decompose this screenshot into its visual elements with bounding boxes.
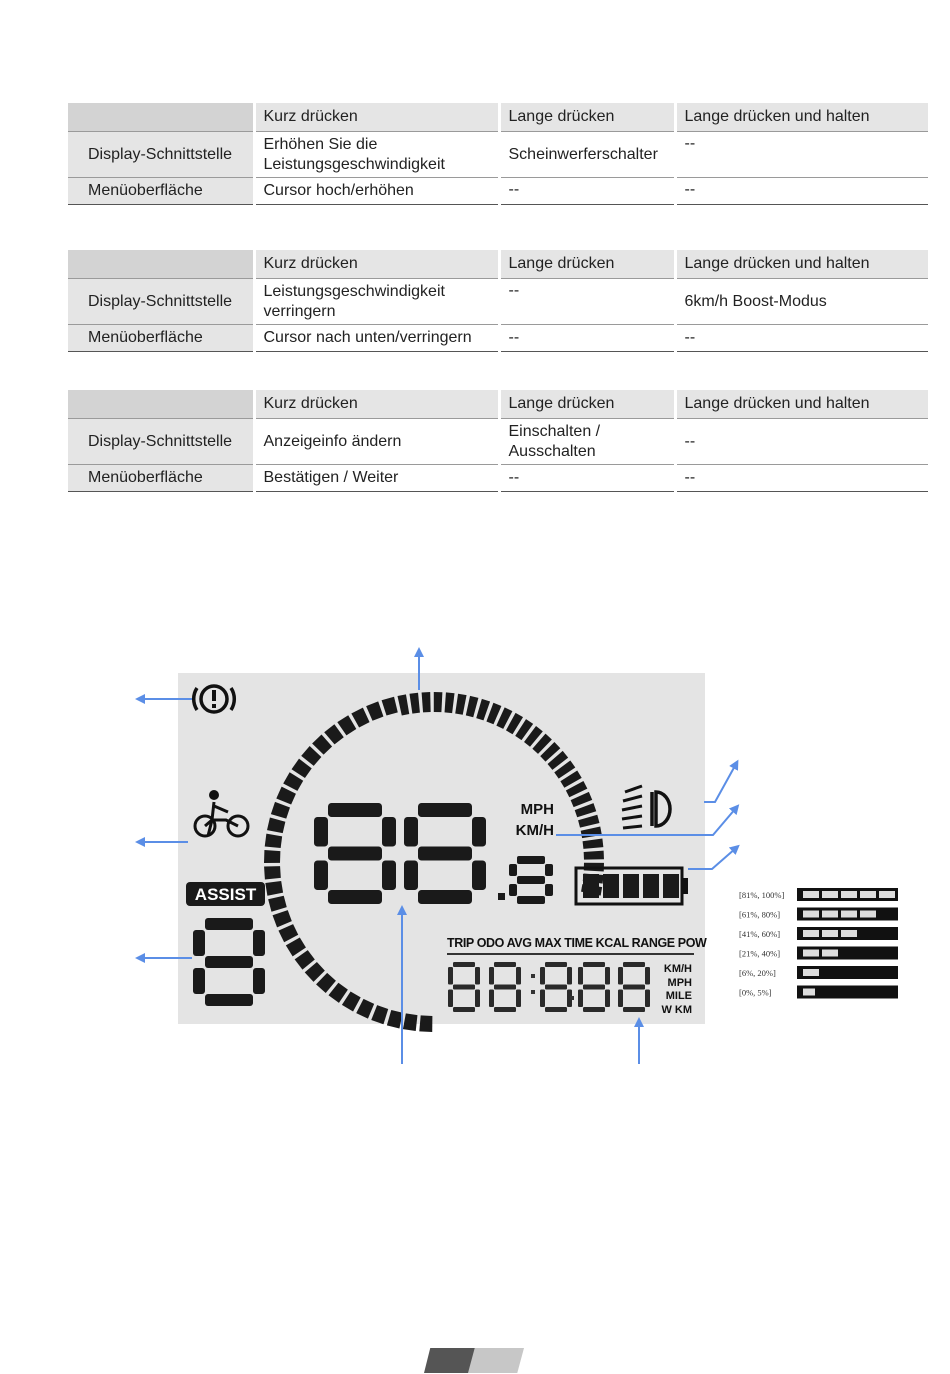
header-short-press: Kurz drücken (254, 250, 499, 279)
header-short-press: Kurz drücken (254, 103, 499, 132)
header-empty (68, 250, 254, 279)
info-mode-labels: TRIP ODO AVG MAX TIME KCAL RANGE POW (447, 936, 707, 950)
row-label-menu: Menüoberfläche (68, 465, 254, 492)
digit-segment (545, 864, 553, 876)
arc-segment (584, 851, 604, 860)
legend-label: [21%, 40%] (739, 948, 781, 959)
digit-segment (475, 967, 480, 985)
legend-label: [0%, 5%] (739, 987, 772, 998)
legend-bar-seg (822, 891, 838, 898)
digit-segment (418, 890, 472, 904)
decimal-point (498, 893, 505, 900)
digit-segment (583, 985, 605, 990)
digit-segment (418, 847, 472, 861)
cell: -- (675, 132, 928, 178)
legend-bar-seg (822, 911, 838, 918)
legend-bar-seg (803, 969, 819, 976)
digit-segment (545, 1007, 567, 1012)
header-long-press: Lange drücken (499, 250, 675, 279)
digit-segment (578, 990, 583, 1008)
digit-segment (472, 817, 486, 847)
header-empty (68, 103, 254, 132)
digit-segment (509, 884, 517, 896)
digit-segment (516, 990, 521, 1008)
digit-segment (418, 803, 472, 817)
legend-bar-seg (841, 930, 857, 937)
digit-segment (328, 890, 382, 904)
digit-segment (545, 962, 567, 967)
digit-segment (567, 967, 572, 985)
header-long-press: Lange drücken (499, 390, 675, 419)
row-label-menu: Menüoberfläche (68, 178, 254, 205)
battery-segment (643, 874, 659, 898)
legend-bar-seg (803, 950, 819, 957)
digit-segment (494, 985, 516, 990)
digit-segment (453, 1007, 475, 1012)
digit-segment (623, 985, 645, 990)
digit-segment (583, 962, 605, 967)
page-tab-light (468, 1348, 524, 1373)
cell: Leistungsgeschwindigkeit verringern (254, 279, 499, 325)
arrow-headlight (704, 764, 736, 802)
legend-bar-seg (803, 891, 819, 898)
digit-segment (314, 861, 328, 891)
cell: Scheinwerferschalter (499, 132, 675, 178)
cell: -- (499, 325, 675, 352)
digit-segment (404, 861, 418, 891)
header-long-press-hold: Lange drücken und halten (675, 103, 928, 132)
arc-segment (264, 850, 280, 863)
row-label-display: Display-Schnittstelle (68, 419, 254, 465)
digit-segment (453, 985, 475, 990)
cell: -- (675, 325, 928, 352)
digit-segment (404, 817, 418, 847)
digit-segment (448, 990, 453, 1008)
digit-segment (253, 930, 265, 956)
legend-bar-seg (860, 911, 876, 918)
info-unit-mph: MPH (667, 977, 692, 989)
digit-segment (472, 861, 486, 891)
digit-segment (605, 990, 610, 1008)
digit-segment (517, 876, 545, 884)
header-empty (68, 390, 254, 419)
digit-segment (328, 803, 382, 817)
cell: -- (675, 419, 928, 465)
info-unit-kmh: KM/H (663, 963, 692, 975)
digit-segment (517, 856, 545, 864)
row-label-menu: Menüoberfläche (68, 325, 254, 352)
legend-label: [41%, 60%] (739, 929, 781, 939)
lcd-display-diagram (0, 640, 950, 1080)
cell: -- (499, 178, 675, 205)
digit-segment (517, 896, 545, 904)
legend-bar-seg (803, 930, 819, 937)
info-decimal-point (570, 996, 574, 1000)
digit-segment (314, 817, 328, 847)
digit-segment (618, 967, 623, 985)
cell: -- (675, 465, 928, 492)
digit-segment (205, 994, 253, 1006)
digit-segment (453, 962, 475, 967)
legend-bar-seg (841, 891, 857, 898)
button-table-down (68, 250, 928, 352)
digit-segment (618, 990, 623, 1008)
digit-segment (193, 968, 205, 994)
digit-segment (489, 967, 494, 985)
info-unit-mile: MILE (665, 990, 692, 1002)
legend-bar-seg (803, 989, 815, 996)
arc-segment (264, 866, 281, 879)
info-colon-bottom (531, 990, 535, 994)
cell: 6km/h Boost-Modus (675, 279, 928, 325)
digit-segment (645, 990, 650, 1008)
row-label-display: Display-Schnittstelle (68, 132, 254, 178)
unit-kmh: KM/H (515, 822, 554, 839)
header-short-press: Kurz drücken (254, 390, 499, 419)
digit-segment (545, 985, 567, 990)
digit-segment (205, 956, 253, 968)
unit-mph: MPH (520, 801, 554, 818)
digit-segment (494, 962, 516, 967)
digit-segment (623, 1007, 645, 1012)
digit-segment (545, 884, 553, 896)
digit-segment (623, 962, 645, 967)
button-table-mode (68, 390, 928, 492)
page-tab-dark (424, 1348, 476, 1373)
info-unit-wkm: W KM (661, 1004, 692, 1016)
digit-segment (578, 967, 583, 985)
legend-bar-seg (879, 891, 895, 898)
assist-label: ASSIST (194, 885, 257, 904)
digit-segment (193, 930, 205, 956)
digit-segment (489, 990, 494, 1008)
digit-segment (516, 967, 521, 985)
row-label-display: Display-Schnittstelle (68, 279, 254, 325)
legend-label: [61%, 80%] (739, 909, 781, 920)
legend-label: [81%, 100%] (739, 890, 785, 900)
battery-segment (663, 874, 679, 898)
button-table-up (68, 103, 928, 205)
arc-segment (419, 1015, 432, 1032)
digit-segment (448, 967, 453, 985)
cell: Einschalten / Ausschalten (499, 419, 675, 465)
header-long-press: Lange drücken (499, 103, 675, 132)
digit-segment (475, 990, 480, 1008)
digit-segment (494, 1007, 516, 1012)
cell: Cursor hoch/erhöhen (254, 178, 499, 205)
digit-segment (645, 967, 650, 985)
digit-segment (382, 817, 396, 847)
info-colon-top (531, 974, 535, 978)
legend-bar-seg (803, 911, 819, 918)
digit-segment (253, 968, 265, 994)
digit-segment (328, 847, 382, 861)
cell: -- (499, 465, 675, 492)
legend-bar-seg (860, 891, 876, 898)
battery-segment (603, 874, 619, 898)
digit-segment (509, 864, 517, 876)
digit-segment (583, 1007, 605, 1012)
legend-bar-seg (822, 950, 838, 957)
cell: -- (675, 178, 928, 205)
legend-bar-seg (822, 930, 838, 937)
legend-bar-seg (841, 911, 857, 918)
battery-segment (583, 874, 599, 898)
cell: Cursor nach unten/verringern (254, 325, 499, 352)
digit-segment (382, 861, 396, 891)
digit-segment (540, 967, 545, 985)
digit-segment (540, 990, 545, 1008)
digit-segment (205, 918, 253, 930)
cell: Erhöhen Sie die Leistungsgeschwindigkeit (254, 132, 499, 178)
legend-label: [6%, 20%] (739, 968, 776, 978)
digit-segment (605, 967, 610, 985)
header-long-press-hold: Lange drücken und halten (675, 250, 928, 279)
cell: Bestätigen / Weiter (254, 465, 499, 492)
arc-segment (434, 692, 443, 712)
cell: -- (499, 279, 675, 325)
cell: Anzeigeinfo ändern (254, 419, 499, 465)
battery-legend (739, 888, 898, 999)
arc-segment (422, 692, 431, 712)
battery-segment (623, 874, 639, 898)
header-long-press-hold: Lange drücken und halten (675, 390, 928, 419)
